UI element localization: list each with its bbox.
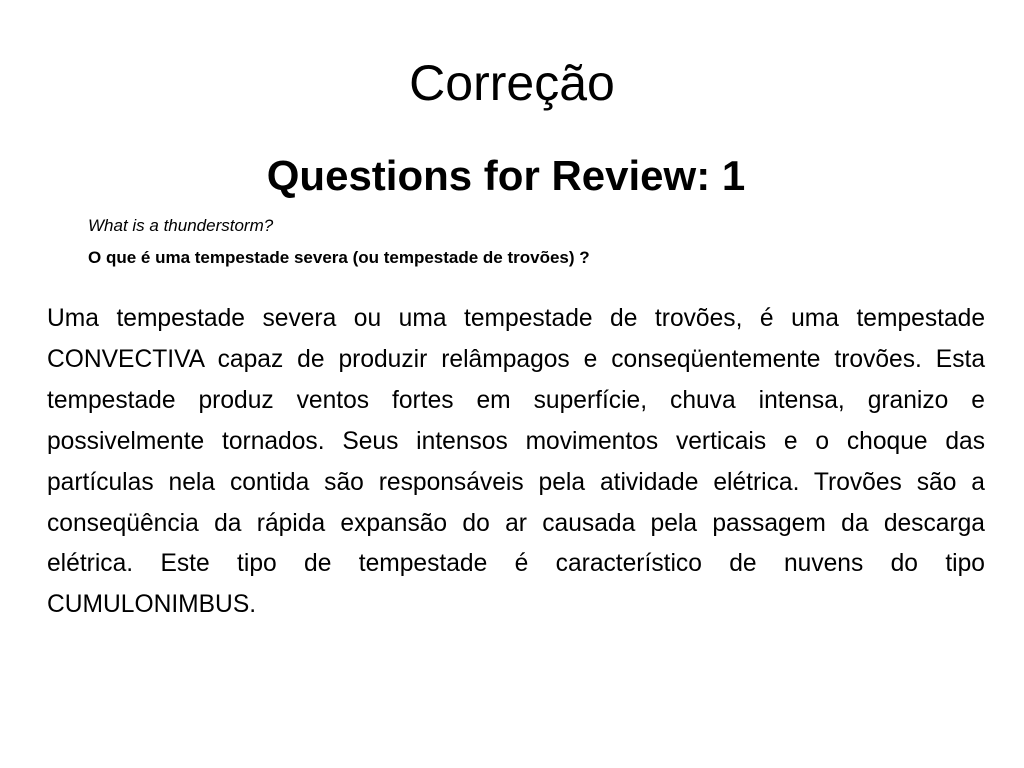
answer-paragraph: Uma tempestade severa ou uma tempestade de trovões, é uma tempestade CONVECTIVA capaz de produzir relâmpagos e conseqüentemente trovões. Esta tempestade produz ventos fortes em superfície, chuva intensa, granizo e possivelmente tornados. Seus intensos movimentos verticais e o choque das partículas nela contida são responsáveis pela atividade elétrica. Trovões são a conseqüência da rápida expansão do ar causada pela passagem da descarga elétrica. Este tipo de tempestade é característico de nuvens do tipo CUMULONIMBUS. xyxy=(47,305,985,619)
question-english: What is a thunderstorm? xyxy=(88,216,274,235)
question-portuguese: O que é uma tempestade severa (ou tempestade de trovões) ? xyxy=(88,248,590,267)
slide-title: Correção xyxy=(409,55,615,111)
slide-subtitle: Questions for Review: 1 xyxy=(266,152,746,199)
